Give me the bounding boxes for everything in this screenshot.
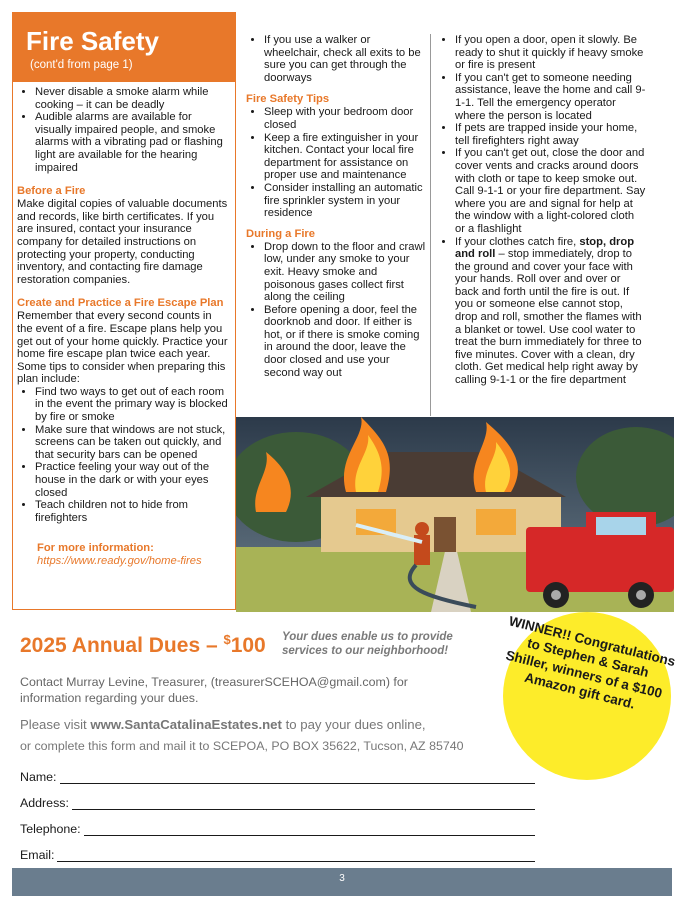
before-fire-text: Make digital copies of valuable documents and records, like birth certificates. If you are insured, contact your insurance company for detailed instructions on protecting your property, conducting inventory, and contacting fire damage restoration companies. (17, 198, 228, 286)
during-fire-heading: During a Fire (246, 227, 315, 240)
list-item (455, 236, 647, 387)
column-divider (430, 34, 431, 416)
name-label: Name: (20, 770, 57, 784)
section-title-box (12, 12, 236, 82)
email-field[interactable] (20, 848, 535, 862)
mail-instructions: or complete this form and mail it to SCEPOA, PO BOX 35622, Tucson, AZ 85740 (20, 739, 464, 753)
list-item: • Consider installing an automatic fire sprinkler system in your residence (264, 182, 426, 220)
list-item: • Before opening a door, feel the doorknob and door. If either is hot, or if there is smoke coming in around the door, leave the door closed and use your second way out (264, 304, 426, 380)
page-number: 3 (339, 873, 345, 884)
column-2 (246, 34, 426, 379)
address-line[interactable] (72, 797, 535, 810)
stop-drop-roll-post: – stop immediately, drop to the ground and cover your face with your hands. Roll over and over or back and forth until the fire is out. If you or someone else cannot stop, drop and roll, smother the flames with a blanket or towel. Use cool water to treat the burn immediately for three to five minutes. Cover with a clean, dry cloth. Get medical help right away by calling 9-1-1 or the fire department (455, 248, 642, 387)
address-field[interactable] (20, 796, 535, 810)
list-item: • Audible alarms are available for visually impaired people, and smoke alarms with a vibrating pad or flashing light are available for the hearing impaired (35, 111, 229, 174)
dues-currency: $ (223, 632, 231, 647)
house-fire-illustration (236, 417, 674, 612)
list-item: • Make sure that windows are not stuck, screens can be taken out quickly, and that security bars can be opened (35, 424, 229, 462)
before-fire-heading: Before a Fire (17, 185, 86, 198)
website-link[interactable]: www.SantaCatalinaEstates.net (90, 717, 282, 732)
escape-plan-heading: Create and Practice a Fire Escape Plan (17, 297, 224, 310)
stop-drop-roll-pre: If your clothes catch fire, (455, 235, 580, 248)
list-item: • Sleep with your bedroom door closed (264, 106, 426, 131)
email-label: Email: (20, 848, 55, 862)
dues-heading (20, 632, 266, 658)
list-item: • If pets are trapped inside your home, tell firefighters right away (455, 122, 647, 147)
stop-drop-roll-bold: stop, drop and roll (455, 235, 635, 261)
list-item: • Keep a fire extinguisher in your kitchen. Contact your local fire department for assistance on proper use and maintenance (264, 132, 426, 182)
intro-bullet-list (17, 86, 229, 174)
walker-bullet-list (246, 34, 426, 84)
list-item: • Find two ways to get out of each room in the event the primary way is blocked by fire or smoke (35, 386, 229, 424)
visit-website-text (20, 716, 500, 733)
visit-pre: Please visit (20, 717, 91, 732)
visit-post: to pay your dues online, (281, 717, 426, 732)
telephone-field[interactable] (20, 822, 535, 836)
email-line[interactable] (57, 849, 535, 862)
name-line[interactable] (60, 771, 536, 784)
column-3 (437, 34, 647, 387)
dues-contact-text: Contact Murray Levine, Treasurer, (treasurerSCEHOA@gmail.com) for information regarding your dues. (20, 675, 408, 705)
more-info-label: For more information: (37, 542, 154, 555)
page-footer (12, 868, 672, 896)
escape-plan-bullet-list (17, 386, 229, 525)
dues-tagline: Your dues enable us to provide services to our neighborhood! (282, 631, 453, 657)
page-subtitle: (cont'd from page 1) (30, 59, 133, 71)
list-item: • Practice feeling your way out of the house in the dark or with your eyes closed (35, 461, 229, 499)
dues-title-text: 2025 Annual Dues – (20, 634, 224, 657)
list-item: • If you open a door, open it slowly. Be ready to shut it quickly if heavy smoke or fire is present (455, 34, 647, 72)
escape-plan-text: Remember that every second counts in the event of a fire. Escape plans help you get out of your home quickly. Practice your home fire escape plan twice each year. Some tips to consider when preparing this plan include: (17, 310, 228, 386)
dues-amount: 100 (230, 634, 266, 657)
list-item: • Never disable a smoke alarm while cooking – it can be deadly (35, 86, 229, 111)
list-item: • If you use a walker or wheelchair, check all exits to be sure you can get through the doorways (264, 34, 426, 84)
column-3-bullet-list (437, 34, 647, 387)
page-title: Fire Safety (26, 26, 159, 56)
list-item: • If you can't get out, close the door and cover vents and cracks around doors with cloth or tape to keep smoke out. Call 9-1-1 or your fire department. Say where you are and signal for help at the window with a light-colored cloth or a flashlight (455, 147, 647, 235)
list-item: • Teach children not to hide from firefighters (35, 499, 229, 524)
during-fire-bullet-list (246, 241, 426, 380)
telephone-line[interactable] (84, 823, 535, 836)
fire-safety-tips-heading: Fire Safety Tips (246, 93, 330, 106)
column-1 (12, 82, 236, 610)
winner-text: WINNER!! Congratulations to Stephen & Sarah Shiller, winners of a $100 Amazon gift card. (504, 613, 677, 712)
list-item: • Drop down to the floor and crawl low, under any smoke to your exit. Heavy smoke and poisonous gases collect first along the ceiling (264, 241, 426, 304)
telephone-label: Telephone: (20, 822, 81, 836)
address-label: Address: (20, 796, 69, 810)
tips-bullet-list (246, 106, 426, 219)
name-field[interactable] (20, 770, 535, 784)
more-info-link[interactable]: https://www.ready.gov/home-fires (37, 555, 202, 568)
list-item: • If you can't get to someone needing assistance, leave the home and call 9-1-1. Tell the emergency operator where the person is located (455, 72, 647, 122)
